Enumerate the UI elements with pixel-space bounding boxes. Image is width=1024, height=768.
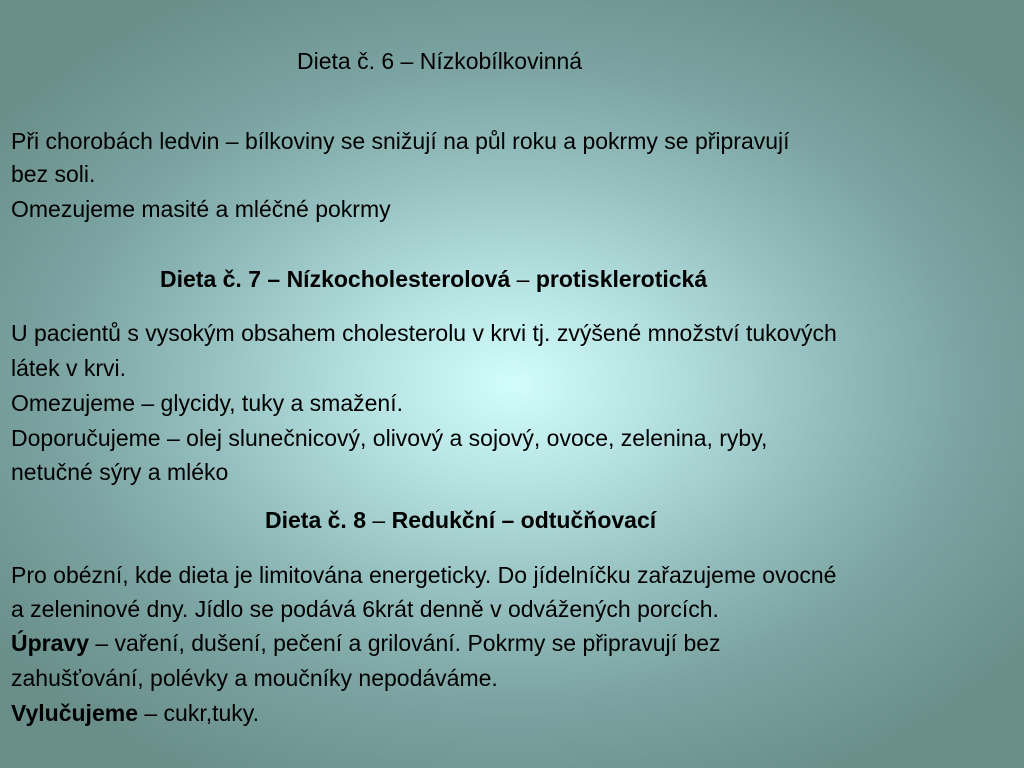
diet-7-text-line-3: Omezujeme – glycidy, tuky a smažení. [11,390,403,416]
diet-7-heading-subtitle: protisklerotická [535,266,708,292]
diet-8-heading-subtitle: Redukční – odtučňovací [391,507,657,533]
diet-7-text-line-5: netučné sýry a mléko [11,459,229,485]
diet-6-text-line-3: Omezujeme masité a mléčné pokrmy [11,196,391,222]
vylucujeme-label: Vylučujeme [11,700,138,726]
diet-6-text-line-2: bez soli. [11,161,96,187]
upravy-text: – vaření, dušení, pečení a grilování. Pokrmy se připravují bez [88,630,721,656]
diet-7-heading-title: Dieta č. 7 – Nízkocholesterolová [160,266,511,292]
diet-6-heading: Dieta č. 6 – Nízkobílkovinná [297,48,583,74]
diet-7-text-line-1: U pacientů s vysokým obsahem cholesterolu v krvi tj. zvýšené množství tukových [11,320,837,346]
diet-7-text-line-2: látek v krvi. [11,355,127,381]
diet-8-text-line-2: a zeleninové dny. Jídlo se podává 6krát denně v odvážených porcích. [11,596,719,622]
diet-8-upravy-line [11,630,721,657]
diet-6-text-line-1: Při chorobách ledvin – bílkoviny se snižují na půl roku a pokrmy se připravují [11,128,790,154]
diet-8-text-line-1: Pro obézní, kde dieta je limitována energeticky. Do jídelníčku zařazujeme ovocné [11,562,837,588]
diet-8-heading-title: Dieta č. 8 [265,507,366,533]
upravy-label: Úpravy [11,630,89,656]
diet-8-heading [265,507,656,534]
diet-8-heading-dash: – [366,507,392,533]
diet-8-vylucujeme-line [11,700,259,727]
diet-7-heading [160,266,707,293]
diet-8-upravy-line-2: zahušťování, polévky a moučníky nepodáváme. [11,665,498,691]
vylucujeme-text: – cukr,tuky. [137,700,259,726]
diet-7-text-line-4: Doporučujeme – olej slunečnicový, olivový a sojový, ovoce, zelenina, ryby, [11,425,768,451]
diet-7-heading-dash: – [510,266,536,292]
